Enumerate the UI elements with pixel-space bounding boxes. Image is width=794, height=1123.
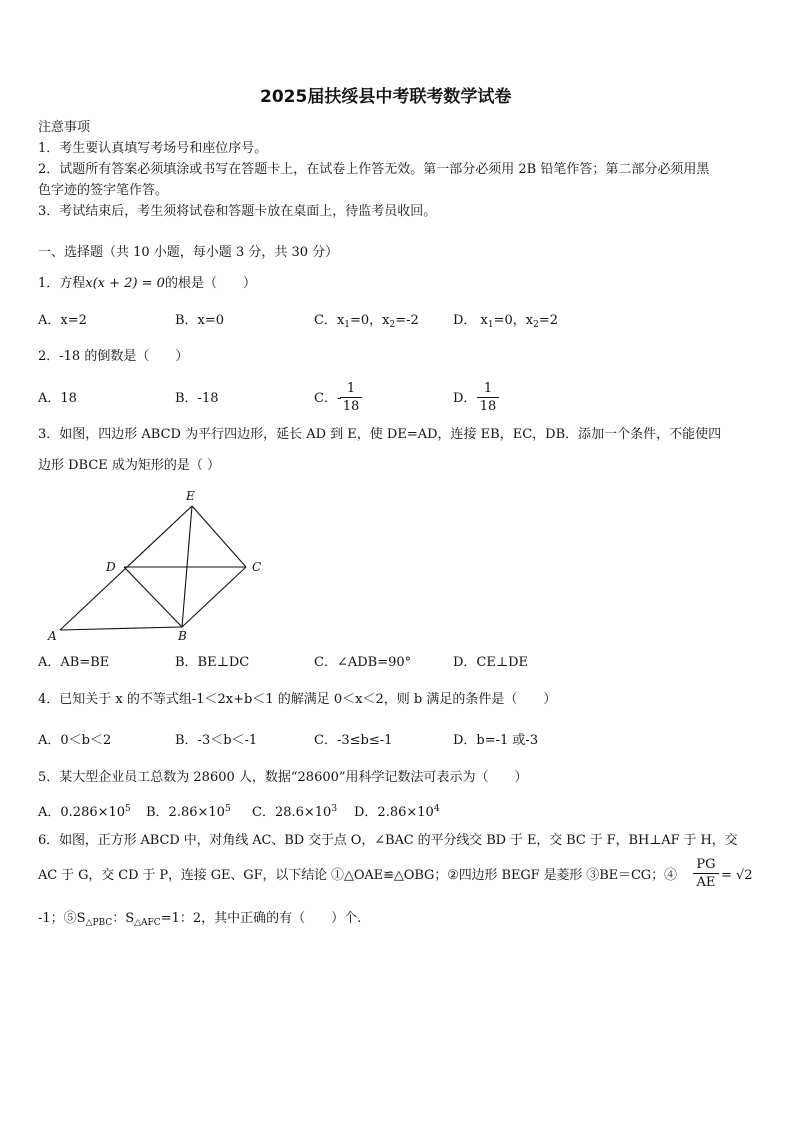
q1c-post: =-2 [395, 313, 419, 328]
q5d-exponent: 4 [433, 804, 440, 814]
segment-ab [60, 627, 182, 630]
question-6-line-2: AC 于 G，交 CD 于 P，连接 GE、GF，以下结论 ①△OAE≌△OBG；②四边形 BEGF 是菱形 ③BE＝CG；④ [38, 868, 677, 883]
q2d-denominator: 18 [479, 399, 497, 414]
section-heading: 一、选择题（共 10 小题，每小题 3 分，共 30 分） [38, 245, 339, 260]
q6-fraction-bar [693, 873, 719, 874]
question-1-option-b: B．x=0 [175, 313, 225, 328]
q5a-base: A．0.286×10 [38, 805, 126, 820]
q1c-sub2: 2 [389, 320, 396, 330]
question-1-option-c [314, 313, 419, 333]
q1d-post: =2 [538, 313, 559, 328]
q2d-numerator: 1 [483, 381, 493, 396]
segment-ae [60, 506, 192, 630]
page-title: 2025届扶绥县中考联考数学试卷 [260, 87, 512, 107]
q1d-mid: =0，x [493, 313, 534, 328]
q6-denominator: AE [696, 875, 716, 890]
q6-sub-pbc: △PBC [85, 918, 113, 928]
q5b-exponent: 5 [224, 804, 231, 814]
question-5-option-a [38, 801, 131, 821]
question-6-fraction [693, 857, 719, 890]
q5c-base: C．28.6×10 [252, 805, 332, 820]
question-5-option-c [252, 801, 337, 821]
question-4-stem: 4．已知关于 x 的不等式组-1＜2x+b＜1 的解满足 0＜x＜2，则 b 满足的条件是（ ） [38, 692, 557, 707]
q1d-sub2: 2 [533, 320, 539, 330]
question-1-option-a: A．x=2 [38, 313, 87, 328]
label-a: A [48, 629, 57, 643]
question-3-stem-line-1: 3．如图，四边形 ABCD 为平行四边形，延长 AD 到 E，使 DE=AD，连接 EB，EC，DB．添加一个条件，不能使四 [38, 427, 722, 442]
q1c-sub1: 1 [344, 320, 351, 330]
q1d-pre: D． x [453, 313, 488, 328]
notice-item-2-line-2: 色字迹的签字笔作答。 [38, 183, 169, 198]
question-1-stem [38, 276, 256, 292]
question-1-option-d [453, 313, 558, 333]
q5a-exponent: 5 [125, 804, 131, 814]
notice-heading: 注意事项 [38, 120, 91, 135]
notice-item-1: 1．考生要认真填写考场号和座位序号。 [38, 141, 268, 156]
q5c-exponent: 3 [331, 804, 338, 814]
question-6-line-1: 6．如图，正方形 ABCD 中，对角线 AC、BD 交于点 O，∠BAC 的平分线交 BD 于 E，交 BC 于 F，BH⊥AF 于 H，交 [38, 833, 738, 848]
q2c-numerator: 1 [346, 381, 356, 396]
question-3-stem-line-2: 边形 DBCE 成为矩形的是（ ） [38, 458, 221, 473]
question-2-stem: 2．-18 的倒数是（ ） [38, 349, 189, 364]
q6-line3-mid: ：S [112, 911, 135, 926]
question-1-prefix: 1．方程 [38, 276, 86, 291]
question-5-option-d [354, 801, 440, 821]
q2c-denominator: 18 [342, 399, 360, 414]
segment-ec [192, 506, 246, 567]
q1c-pre: C．x [314, 313, 345, 328]
question-1-equation: x(x + 2) = 0 [85, 276, 165, 291]
label-b: B [178, 629, 187, 643]
question-4-option-d: D．b=-1 或-3 [453, 733, 539, 748]
segment-bc [182, 567, 246, 627]
question-5-option-b [146, 801, 231, 821]
q5d-base: D．2.86×10 [354, 805, 434, 820]
q6-line3-pre: -1；⑤S [38, 911, 86, 926]
notice-item-3: 3．考试结束后，考生须将试卷和答题卡放在桌面上，待监考员收回。 [38, 204, 437, 219]
q1d-sub1: 1 [487, 320, 494, 330]
q2c-fraction-bar [340, 397, 362, 398]
label-c: C [252, 560, 262, 574]
question-3-option-c: C．∠ADB=90° [314, 655, 412, 670]
q6-line3-post: =1：2，其中正确的有（ ）个. [160, 911, 362, 926]
question-1-suffix: 的根是（ ） [164, 276, 256, 291]
q5b-base: B．2.86×10 [146, 805, 225, 820]
question-5-stem: 5．某大型企业员工总数为 28600 人，数据“28600”用科学记数法可表示为（ ） [38, 770, 528, 785]
question-2-option-d-prefix: D． [453, 391, 477, 406]
notice-item-2-line-1: 2．试题所有答案必须填涂或书写在答题卡上，在试卷上作答无效。第一部分必须用 2B 铅笔作答；第二部分必须用黑 [38, 162, 710, 177]
q6-sub-afc: △AFC [134, 918, 161, 928]
question-3-option-a: A．AB=BE [38, 655, 110, 670]
question-3-option-b: B．BE⊥DC [175, 655, 250, 670]
question-2-option-b: B．-18 [175, 391, 219, 406]
question-4-option-a: A．0＜b＜2 [38, 733, 112, 748]
q2d-fraction-bar [477, 397, 499, 398]
question-6-fraction-rhs: = √2 [721, 868, 753, 883]
label-d: D [106, 560, 116, 574]
q1c-mid: =0，x [350, 313, 390, 328]
question-2-option-a: A．18 [38, 391, 77, 406]
question-6-line-3 [38, 911, 361, 931]
segment-db [124, 567, 182, 627]
question-2-option-c-fraction [340, 381, 362, 414]
question-3-figure [40, 485, 280, 645]
label-e: E [186, 489, 195, 503]
question-4-option-c: C．-3≤b≤-1 [314, 733, 393, 748]
q6-numerator: PG [696, 857, 716, 872]
question-3-option-d: D．CE⊥DE [453, 655, 528, 670]
question-2-option-c-prefix: C．- [314, 391, 342, 406]
question-2-option-d-fraction [477, 381, 499, 414]
question-4-option-b: B．-3＜b＜-1 [175, 733, 258, 748]
